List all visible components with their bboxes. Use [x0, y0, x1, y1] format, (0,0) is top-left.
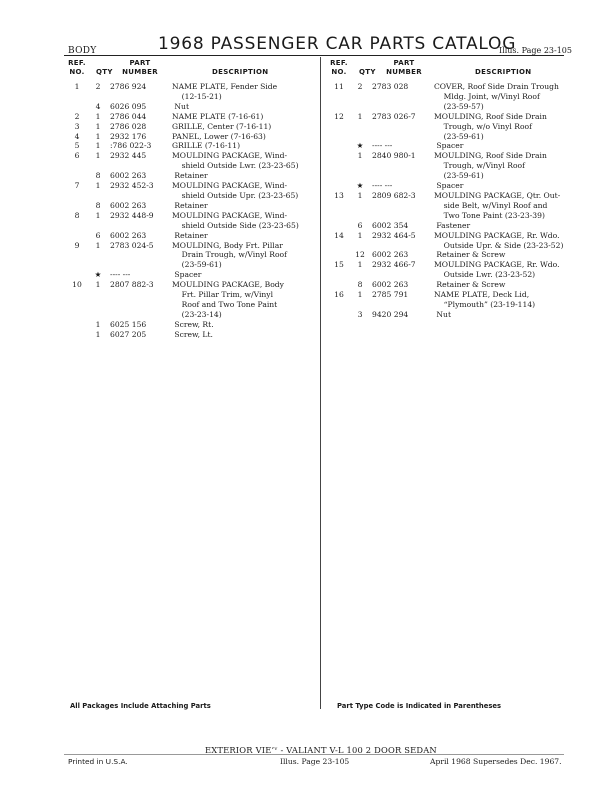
part-number-cell [108, 92, 172, 102]
qty-cell [350, 102, 370, 112]
qty-cell: 4 [95, 101, 101, 111]
part-number-cell: 2786 028 [110, 121, 147, 131]
description-cell: Outside Lwr. (23-23-52) [434, 270, 536, 280]
part-number-cell: 2932 176 [110, 131, 147, 141]
ref-no-cell [66, 92, 88, 102]
table-row [66, 112, 318, 122]
description-cell: (23-59-57) [434, 101, 484, 111]
ref-header-line2: NO. [331, 68, 347, 76]
ref-no-cell [66, 201, 88, 211]
header-illus-page: Illus. Page 23-105 [499, 46, 572, 55]
ref-no-header [64, 59, 90, 77]
ref-no-cell: 9 [74, 240, 80, 250]
qty-cell: 1 [95, 131, 101, 141]
description-cell: Retainer [172, 230, 208, 240]
part-number-cell [370, 300, 434, 310]
qty-cell: 1 [357, 230, 363, 240]
description-cell: MOULDING PACKAGE, Wind- [172, 181, 288, 191]
part-number-cell [370, 211, 434, 221]
ref-no-cell [328, 241, 350, 251]
table-row [328, 300, 568, 310]
table-row [328, 280, 568, 290]
qty-cell [350, 171, 370, 181]
ref-no-cell [328, 141, 350, 151]
description-cell: “Plymouth” (23-19-114) [434, 299, 536, 309]
description-cell: Two Tone Paint (23-23-39) [434, 210, 545, 220]
qty-cell: 1 [357, 260, 363, 270]
part-number-cell [370, 201, 434, 211]
part-number-cell [370, 161, 434, 171]
ref-no-cell [66, 270, 88, 280]
part-header-line1: PART [129, 59, 151, 67]
ref-no-cell [328, 102, 350, 112]
table-row [66, 181, 318, 191]
table-row [66, 221, 318, 231]
footer-illus-page: Illus. Page 23-105 [280, 757, 350, 766]
table-row [328, 151, 568, 161]
part-number-cell [108, 260, 172, 270]
part-number-cell [108, 310, 172, 320]
qty-cell: 1 [95, 210, 101, 220]
qty-cell [88, 310, 108, 320]
qty-cell [350, 161, 370, 171]
part-number-cell: 2807 882-3 [110, 280, 154, 290]
table-row [328, 231, 568, 241]
ref-no-cell [66, 171, 88, 181]
ref-no-cell: 4 [74, 131, 80, 141]
ref-no-cell: 3 [74, 121, 80, 131]
part-number-cell: 2932 466-7 [372, 260, 416, 270]
description-cell: shield Outside Side (23-23-65) [172, 220, 299, 230]
parts-list-right [328, 82, 568, 320]
ref-no-cell: 14 [334, 230, 344, 240]
ref-no-cell [66, 250, 88, 260]
qty-cell [88, 250, 108, 260]
qty-cell [88, 290, 108, 300]
part-number-cell [108, 191, 172, 201]
table-row [328, 310, 568, 320]
ref-no-cell: 10 [72, 280, 82, 290]
description-cell: Drain Trough, w/Vinyl Roof [172, 250, 287, 260]
description-cell: MOULDING, Roof Side Drain [434, 151, 547, 161]
description-cell: Spacer [434, 141, 464, 151]
qty-cell [350, 201, 370, 211]
description-cell: Trough, w/Vinyl Roof [434, 161, 525, 171]
table-row [328, 290, 568, 300]
part-number-cell: 6002 263 [372, 250, 409, 260]
part-number-cell: 2783 024-5 [110, 240, 154, 250]
part-header-line1: PART [393, 59, 415, 67]
qty-cell: 1 [95, 319, 101, 329]
ref-no-cell: 1 [74, 82, 80, 91]
description-cell: Fastener [434, 220, 471, 230]
qty-cell [350, 132, 370, 142]
table-row [328, 141, 568, 151]
qty-cell: 1 [357, 151, 363, 161]
table-row [328, 260, 568, 270]
ref-no-cell [328, 161, 350, 171]
table-row [66, 102, 318, 112]
part-number-cell [108, 290, 172, 300]
description-cell: Screw, Lt. [172, 329, 213, 339]
qty-cell [350, 241, 370, 251]
table-row [66, 122, 318, 132]
part-number-cell: 2785 791 [372, 290, 409, 300]
table-row [66, 330, 318, 340]
qty-cell: ★ [356, 141, 364, 151]
description-cell: shield Outside Lwr. (23-23-65) [172, 161, 299, 171]
footer-rule [64, 754, 564, 755]
table-row [328, 102, 568, 112]
ref-no-header-right [326, 59, 352, 77]
qty-cell: 6 [95, 230, 101, 240]
qty-cell: 1 [95, 121, 101, 131]
part-number-cell: ---- --- [110, 270, 131, 280]
qty-cell [88, 260, 108, 270]
part-number-cell: 2932 448-9 [110, 210, 154, 220]
part-number-header-right [381, 59, 427, 77]
part-number-cell: 2932 445 [110, 151, 147, 161]
qty-cell: 1 [95, 240, 101, 250]
qty-cell: 12 [355, 250, 365, 260]
ref-header-line2: NO. [69, 68, 85, 76]
description-header: DESCRIPTION [212, 68, 269, 76]
table-row [66, 151, 318, 161]
qty-cell: 1 [95, 141, 101, 151]
part-number-cell [370, 132, 434, 142]
table-row [66, 310, 318, 320]
description-cell: COVER, Roof Side Drain Trough [434, 82, 559, 91]
part-number-cell: 2932 452-3 [110, 181, 154, 191]
description-cell: NAME PLATE, Deck Lid, [434, 290, 530, 300]
ref-no-cell: 13 [334, 190, 344, 200]
ref-no-cell: 15 [334, 260, 344, 270]
ref-header-line1: REF. [68, 59, 86, 67]
ref-no-cell [66, 330, 88, 340]
ref-no-cell [66, 191, 88, 201]
table-row [328, 191, 568, 201]
parts-list-left [66, 82, 318, 340]
qty-cell: 8 [95, 200, 101, 210]
table-row [328, 122, 568, 132]
part-number-cell [370, 270, 434, 280]
part-number-cell [108, 300, 172, 310]
qty-cell: 1 [357, 190, 363, 200]
part-number-cell [108, 161, 172, 171]
qty-cell: 2 [95, 82, 101, 91]
description-cell: Retainer [172, 171, 208, 181]
qty-cell [350, 270, 370, 280]
part-number-cell: 2783 026-7 [372, 111, 416, 121]
table-row [66, 201, 318, 211]
qty-cell: 1 [95, 151, 101, 161]
table-row [66, 82, 318, 92]
qty-cell [88, 191, 108, 201]
ref-no-cell [328, 280, 350, 290]
table-row [66, 171, 318, 181]
description-cell: Outside Upr. & Side (23-23-52) [434, 240, 564, 250]
table-row [328, 250, 568, 260]
table-row [328, 161, 568, 171]
ref-no-cell [328, 201, 350, 211]
description-cell: Nut [172, 101, 190, 111]
table-row [66, 141, 318, 151]
ref-no-cell [66, 102, 88, 112]
table-row [328, 181, 568, 191]
description-cell: Retainer & Screw [434, 280, 506, 290]
description-cell: (12-15-21) [172, 91, 222, 101]
qty-cell: 2 [357, 82, 363, 91]
table-row [66, 132, 318, 142]
part-header-line2: NUMBER [122, 68, 158, 76]
table-row [328, 221, 568, 231]
part-number-cell: 6002 354 [372, 220, 409, 230]
description-cell: Trough, w/o Vinyl Roof [434, 121, 532, 131]
description-cell: NAME PLATE, Fender Side [172, 82, 278, 91]
ref-no-cell: 8 [74, 210, 80, 220]
table-row [66, 231, 318, 241]
qty-header: QTY [96, 68, 113, 76]
description-cell: MOULDING PACKAGE, Body [172, 280, 284, 290]
description-cell: MOULDING PACKAGE, Rr. Wdo. [434, 230, 560, 240]
ref-no-cell: 11 [334, 82, 344, 91]
ref-no-cell [328, 122, 350, 132]
part-number-cell: ---- --- [372, 181, 393, 191]
description-cell: Spacer [434, 181, 464, 191]
part-number-cell [108, 221, 172, 231]
part-number-cell: 6002 263 [110, 200, 147, 210]
ref-no-cell: 7 [74, 181, 80, 191]
part-number-cell: 2786 044 [110, 111, 147, 121]
illustration-caption: EXTERIOR VIE’ᵛ - VALIANT V-L 100 2 DOOR SEDAN [205, 745, 437, 755]
ref-no-cell [328, 211, 350, 221]
table-row [328, 112, 568, 122]
qty-cell: 8 [95, 171, 101, 181]
part-number-cell: 6002 263 [372, 280, 409, 290]
table-row [328, 132, 568, 142]
qty-cell: 1 [357, 290, 363, 300]
qty-cell: 1 [95, 280, 101, 290]
ref-no-cell [328, 300, 350, 310]
description-cell: (23-59-61) [434, 171, 484, 181]
part-number-cell: 2840 980-1 [372, 151, 416, 161]
printed-in-usa: Printed in U.S.A. [68, 757, 128, 766]
ref-no-cell [328, 181, 350, 191]
description-cell: (23-59-61) [434, 131, 484, 141]
description-cell: MOULDING PACKAGE, Rr. Wdo. [434, 260, 560, 270]
part-number-cell [370, 102, 434, 112]
table-row [328, 241, 568, 251]
description-cell: MOULDING PACKAGE, Wind- [172, 210, 288, 220]
part-number-cell: 6025 156 [110, 319, 147, 329]
description-cell: GRILLE (7-16-11) [172, 141, 241, 151]
part-number-cell: 6026 095 [110, 101, 147, 111]
column-divider [320, 57, 321, 709]
ref-no-cell: 2 [74, 111, 80, 121]
qty-cell [88, 221, 108, 231]
qty-cell [350, 92, 370, 102]
description-cell: Screw, Rt. [172, 319, 214, 329]
description-cell: MOULDING PACKAGE, Qtr. Out- [434, 190, 561, 200]
ref-no-cell [66, 260, 88, 270]
qty-cell: 1 [357, 111, 363, 121]
ref-no-cell [328, 151, 350, 161]
qty-cell: 1 [95, 181, 101, 191]
table-row [328, 92, 568, 102]
ref-no-cell [66, 300, 88, 310]
header-rule [64, 55, 564, 56]
ref-no-cell [66, 320, 88, 330]
part-number-header [117, 59, 163, 77]
ref-no-cell [328, 250, 350, 260]
ref-no-cell: 6 [74, 151, 80, 161]
table-row [328, 211, 568, 221]
ref-no-cell [66, 161, 88, 171]
part-number-cell [370, 171, 434, 181]
qty-cell: ★ [356, 181, 364, 191]
description-cell: NAME PLATE (7-16-61) [172, 111, 264, 121]
footnote-packages: All Packages Include Attaching Parts [70, 702, 211, 710]
ref-no-cell [66, 231, 88, 241]
description-cell: Nut [434, 309, 452, 319]
description-cell: Roof and Two Tone Paint [172, 299, 278, 309]
description-cell: GRILLE, Center (7-16-11) [172, 121, 272, 131]
ref-no-cell [66, 310, 88, 320]
table-row [328, 171, 568, 181]
footnote-type-code: Part Type Code is Indicated in Parentheses [337, 702, 502, 710]
table-row [328, 270, 568, 280]
description-cell: Retainer [172, 200, 208, 210]
table-row [328, 82, 568, 92]
description-cell: shield Outside Upr. (23-23-65) [172, 190, 299, 200]
table-row [66, 270, 318, 280]
table-row [66, 161, 318, 171]
part-number-cell [370, 241, 434, 251]
ref-no-cell [328, 171, 350, 181]
qty-cell: 1 [95, 111, 101, 121]
qty-cell [88, 161, 108, 171]
table-row [66, 92, 318, 102]
part-number-cell: :786 022-3 [110, 141, 152, 151]
description-cell: side Belt, w/Vinyl Roof and [434, 200, 548, 210]
qty-cell [350, 211, 370, 221]
part-number-cell [370, 92, 434, 102]
part-number-cell: ---- --- [372, 141, 393, 151]
description-cell: (23-59-61) [172, 260, 222, 270]
description-cell: Retainer & Screw [434, 250, 506, 260]
qty-cell: 6 [357, 220, 363, 230]
qty-cell: ★ [94, 270, 102, 280]
part-number-cell: 2786 924 [110, 82, 147, 91]
ref-no-cell [328, 270, 350, 280]
description-cell: (23-23-14) [172, 309, 222, 319]
table-row [66, 191, 318, 201]
ref-no-cell [328, 310, 350, 320]
ref-no-cell: 12 [334, 111, 344, 121]
part-number-cell: 2932 464-5 [372, 230, 416, 240]
table-row [66, 250, 318, 260]
part-number-cell [370, 122, 434, 132]
table-row [66, 290, 318, 300]
table-row [66, 241, 318, 251]
ref-no-cell [328, 221, 350, 231]
part-number-cell: 9420 294 [372, 309, 409, 319]
table-row [66, 211, 318, 221]
table-row [66, 320, 318, 330]
description-cell: MOULDING PACKAGE, Wind- [172, 151, 288, 161]
qty-cell: 3 [357, 309, 363, 319]
part-number-cell [108, 250, 172, 260]
supersedes-date: April 1968 Supersedes Dec. 1967. [430, 757, 562, 766]
part-number-cell: 2809 682-3 [372, 190, 416, 200]
description-cell: MOULDING, Body Frt. Pillar [172, 240, 283, 250]
ref-header-line1: REF. [330, 59, 348, 67]
description-cell: Frt. Pillar Trim, w/Vinyl [172, 290, 273, 300]
qty-cell [350, 300, 370, 310]
ref-no-cell [66, 290, 88, 300]
page-title: 1968 PASSENGER CAR PARTS CATALOG [158, 34, 517, 54]
description-cell: PANEL, Lower (7-16-63) [172, 131, 266, 141]
table-row [66, 280, 318, 290]
qty-cell [88, 300, 108, 310]
qty-cell [88, 92, 108, 102]
table-row [66, 260, 318, 270]
part-number-cell: 2783 028 [372, 82, 409, 91]
table-row [66, 300, 318, 310]
part-number-cell: 6027 205 [110, 329, 147, 339]
ref-no-cell [328, 132, 350, 142]
description-cell: Spacer [172, 270, 202, 280]
part-number-cell: 6002 263 [110, 171, 147, 181]
part-header-line2: NUMBER [386, 68, 422, 76]
qty-cell: 8 [357, 280, 363, 290]
ref-no-cell: 5 [74, 141, 80, 151]
description-cell: MOULDING, Roof Side Drain [434, 111, 547, 121]
qty-cell [350, 122, 370, 132]
description-header-right: DESCRIPTION [475, 68, 532, 76]
table-row [328, 201, 568, 211]
ref-no-cell: 16 [334, 290, 344, 300]
qty-cell: 1 [95, 329, 101, 339]
qty-header-right: QTY [359, 68, 376, 76]
ref-no-cell [66, 221, 88, 231]
section-label: BODY [68, 46, 97, 56]
description-cell: Mldg. Joint, w/Vinyl Roof [434, 91, 540, 101]
part-number-cell: 6002 263 [110, 230, 147, 240]
ref-no-cell [328, 92, 350, 102]
